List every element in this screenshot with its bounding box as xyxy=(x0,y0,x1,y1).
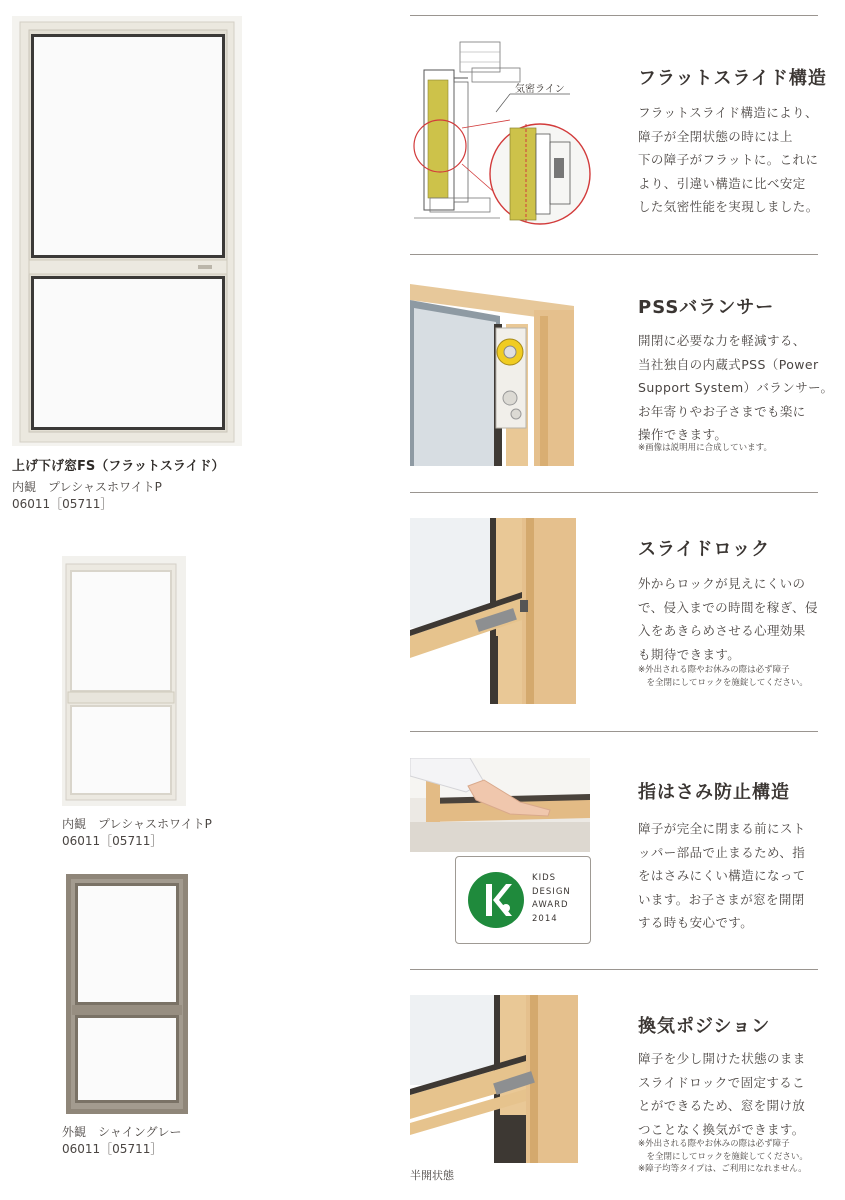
product-title: 上げ下げ窓FS（フラットスライド） xyxy=(12,459,225,474)
pss-balancer-photo xyxy=(410,280,578,466)
ventilation-position-photo xyxy=(410,995,588,1163)
award-line: 2014 xyxy=(532,913,558,924)
feature-description: フラットスライド構造により、 障子が全閉状態の時には上 下の障子がフラットに。これに より、引違い構造に比べ安定 した気密性能を実現しました。 xyxy=(638,105,819,214)
section-divider xyxy=(410,969,818,970)
product-small-white-window-image xyxy=(62,556,186,806)
product-large-window-image xyxy=(12,16,242,446)
feature-description: 障子が完全に閉まる前にスト ッパー部品で止まるため、指 をはさみにくい構造になって います。お子さまが窓を開閉 する時も安心です。 xyxy=(638,821,806,930)
feature-title: スライドロック xyxy=(638,539,771,560)
product-view-label: 内観 プレシャスホワイトP xyxy=(12,480,162,494)
feature-note: ※画像は説明用に合成しています。 xyxy=(638,443,772,453)
feature-description: 障子を少し開けた状態のまま スライドロックで固定するこ とができるため、窓を開け放 つことなく換気ができます。 xyxy=(638,1051,806,1137)
feature-description: 開閉に必要な力を軽減する、 当社独自の内蔵式PSS（Power Support System）バランサー。 お年寄りやお子さまでも楽に 操作できます。 xyxy=(638,333,834,442)
section-divider xyxy=(410,731,818,732)
product-view-label: 内観 プレシャスホワイトP xyxy=(62,817,212,831)
feature-note: ※外出される際やお休みの際は必ず障子 を全閉にしてロックを施錠してください。 xyxy=(638,665,808,688)
product-code: 06011［05711］ xyxy=(12,497,113,511)
feature-title: フラットスライド構造 xyxy=(638,68,827,89)
slide-lock-photo xyxy=(410,518,588,704)
feature-title: 指はさみ防止構造 xyxy=(638,782,790,803)
kids-design-award-logo-icon xyxy=(466,870,526,930)
product-gray-window-image xyxy=(62,872,190,1116)
feature-title: 換気ポジション xyxy=(638,1016,771,1037)
award-line: DESIGN xyxy=(532,886,571,897)
section-divider xyxy=(410,254,818,255)
award-line: KIDS xyxy=(532,873,557,883)
finger-pinch-photo xyxy=(410,758,590,852)
award-line: AWARD xyxy=(532,900,569,910)
kids-design-award-badge xyxy=(455,856,591,944)
product-view-label: 外観 シャイングレー xyxy=(62,1125,182,1139)
flat-slide-cross-section-diagram xyxy=(410,38,600,230)
section-divider xyxy=(410,15,818,16)
feature-note: ※外出される際やお休みの際は必ず障子 を全閉にしてロックを施錠してください。 ※障子均等タイプは、ご利用になれません。 xyxy=(638,1139,808,1174)
feature-description: 外からロックが見えにくいの で、侵入までの時間を稼ぎ、侵 入をあきらめさせる心理効果 も期待できます。 xyxy=(638,576,818,662)
section-divider xyxy=(410,492,818,493)
product-code: 06011［05711］ xyxy=(62,834,163,848)
photo-caption: 半開状態 xyxy=(410,1169,454,1182)
feature-title: PSSバランサー xyxy=(638,297,775,318)
product-code: 06011［05711］ xyxy=(62,1142,163,1156)
airtight-line-label: 気密ライン xyxy=(515,84,565,95)
